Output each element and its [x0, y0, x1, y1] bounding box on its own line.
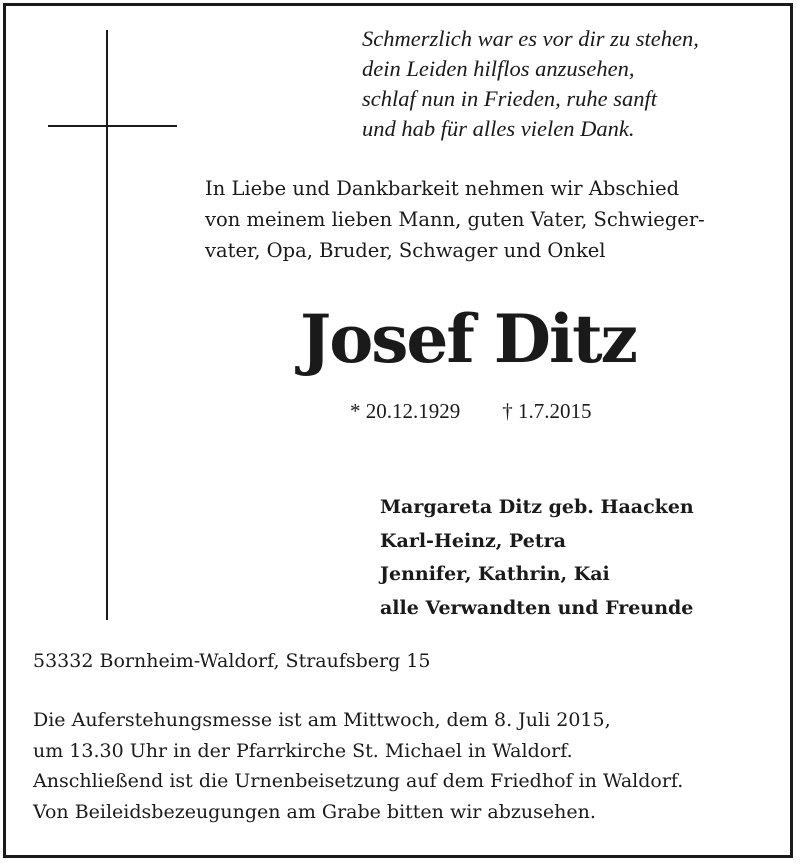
cross-icon-horizontal-bar: [48, 125, 177, 127]
notice-line: Anschließend ist die Urnenbeisetzung auf dem Friedhof in Waldorf.: [33, 770, 684, 792]
birth-date: * 20.12.1929: [350, 399, 461, 423]
notice-line: um 13.30 Uhr in der Pfarrkirche St. Michael in Waldorf.: [33, 739, 573, 762]
intro-line: vater, Opa, Bruder, Schwager und Onkel: [205, 239, 606, 262]
intro-line: von meinem lieben Mann, guten Vater, Schwieger-: [205, 208, 705, 231]
death-date: † 1.7.2015: [502, 399, 592, 423]
intro-line: In Liebe und Dankbarkeit nehmen wir Abschied: [205, 177, 680, 200]
mourners-list: [380, 491, 780, 625]
poem-line: dein Leiden hilflos anzusehen,: [362, 56, 635, 81]
poem-line: und hab für alles vielen Dank.: [362, 116, 635, 141]
notice-line: Von Beileidsbezeugungen am Grabe bitten wir abzusehen.: [33, 800, 596, 823]
farewell-intro: [205, 173, 785, 266]
mourner-line: Jennifer, Kathrin, Kai: [380, 563, 610, 585]
mourner-line: alle Verwandten und Freunde: [380, 596, 694, 619]
life-dates: [350, 397, 650, 425]
family-address: 53332 Bornheim-Waldorf, Straufsberg 15: [33, 650, 431, 672]
mourner-line: Karl-Heinz, Petra: [380, 529, 566, 552]
poem-line: Schmerzlich war es vor dir zu stehen,: [362, 26, 699, 51]
notice-line: Die Auferstehungsmesse ist am Mittwoch, dem 8. Juli 2015,: [33, 709, 611, 731]
cross-icon-vertical-bar: [106, 30, 108, 620]
memorial-poem: [362, 24, 782, 144]
deceased-name: Josef Ditz: [300, 300, 637, 378]
mourner-line: Margareta Ditz geb. Haacken: [380, 496, 694, 518]
funeral-notice: [33, 705, 783, 827]
poem-line: schlaf nun in Frieden, ruhe sanft: [362, 86, 657, 111]
